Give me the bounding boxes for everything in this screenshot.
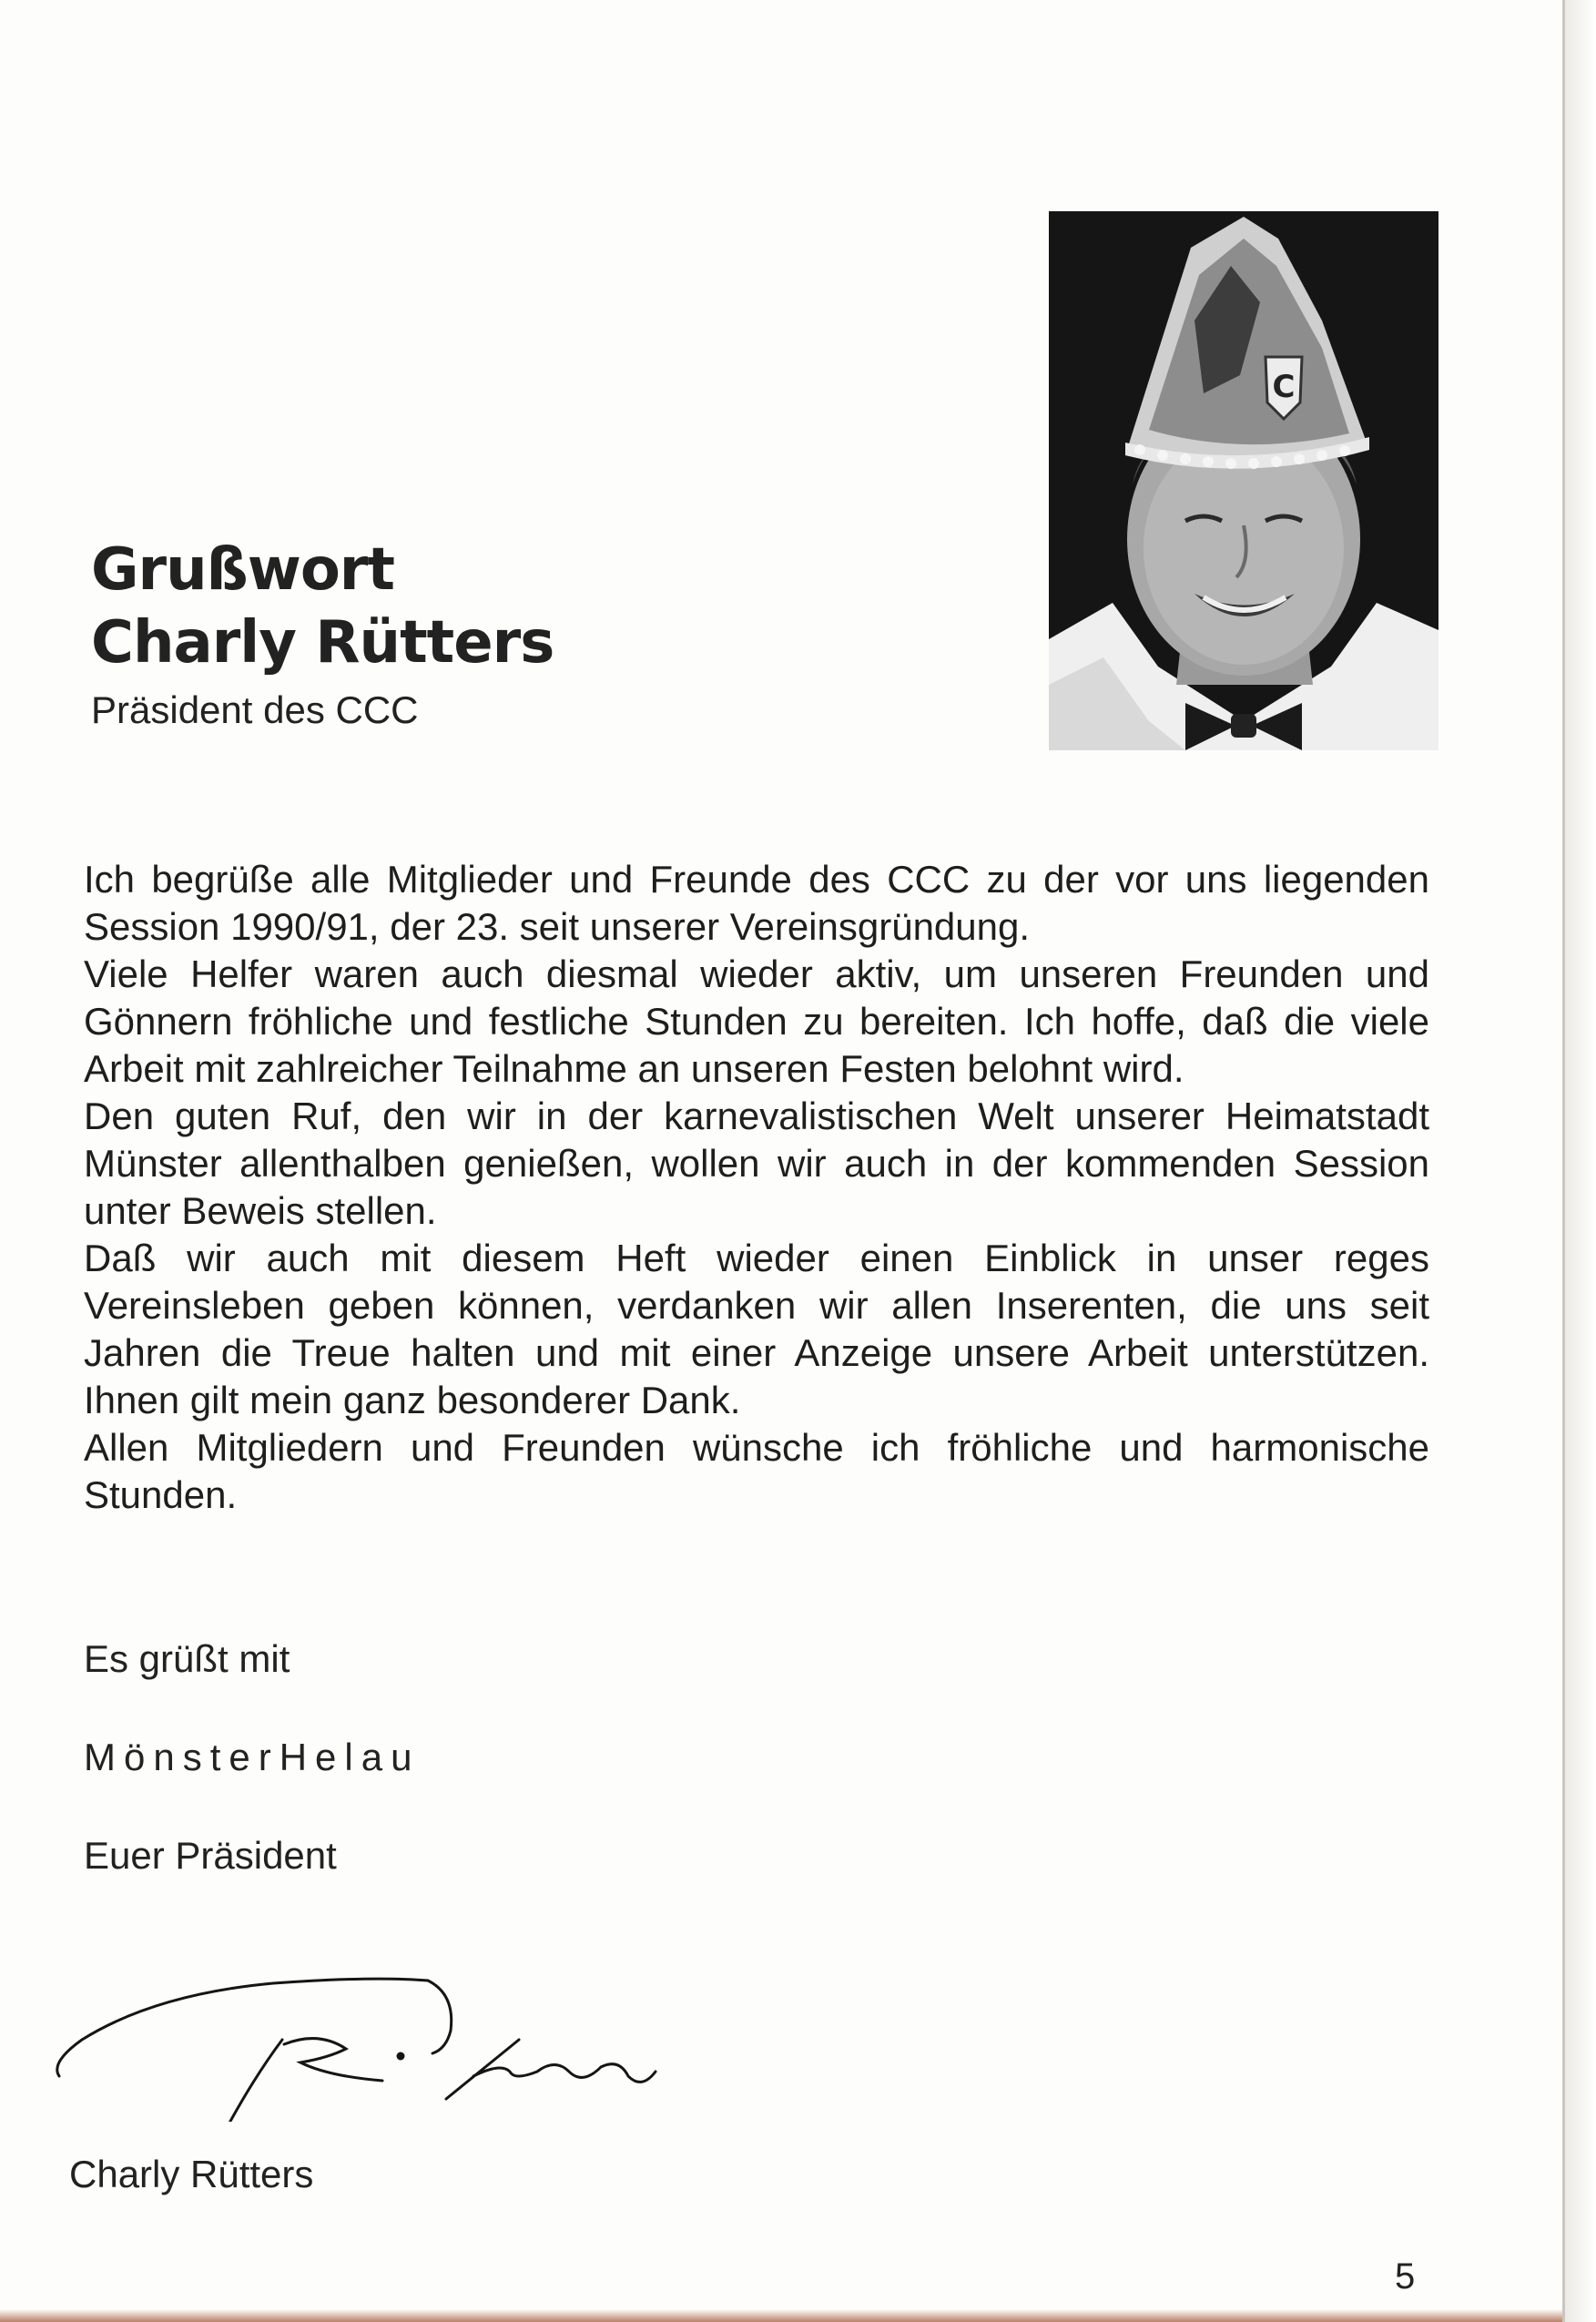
closing-greeting: Es grüßt mit [84,1637,290,1680]
closing-motto: MönsterHelau [84,1736,421,1778]
page-title [91,534,554,679]
page-number: 5 [1395,2256,1416,2297]
paragraph: Ich begrüße alle Mitglieder und Freunde des CCC zu der vor uns liegenden Session 1990/91, der 23. seit unserer Vereinsgründung. [84,858,1429,948]
closing-sign-off: Euer Präsident [84,1834,337,1877]
paragraph: Viele Helfer waren auch diesmal wieder aktiv, um unseren Freunden und Gönnern fröhliche und festliche Stunden zu bereiten. Ich hoffe, daß die viele Arbeit mit zahlreicher Teilnahme an unseren Festen belohnt wird. [84,952,1429,1090]
title-line-2: Charly Rütters [91,609,554,677]
page-bottom-edge [0,2309,1562,2322]
hat-badge-letter: C [1272,369,1296,405]
paragraph: Den guten Ruf, den wir in der karnevalistischen Welt unserer Heimatstadt Münster allenthalben genießen, wollen wir auch in der kommenden Session unter Beweis stellen. [84,1095,1429,1232]
paragraph: Allen Mitgliedern und Freunden wünsche ich fröhliche und harmonische Stunden. [84,1426,1429,1516]
portrait-photo [1049,211,1438,750]
letter-body [84,856,1429,1519]
subtitle: Präsident des CCC [91,688,419,731]
signer-name: Charly Rütters [69,2153,314,2195]
handwritten-signature [46,1894,701,2122]
title-line-1: Grußwort [91,536,394,604]
page-edge [1565,0,1596,2322]
paragraph: Daß wir auch mit diesem Heft wieder einen Einblick in unser reges Vereinsleben geben können, verdanken wir allen Inserenten, die uns seit Jahren die Treue halten und mit einer Anzeige unsere Arbeit unterstützen. Ihnen gilt mein ganz besonderer Dank. [84,1237,1429,1421]
